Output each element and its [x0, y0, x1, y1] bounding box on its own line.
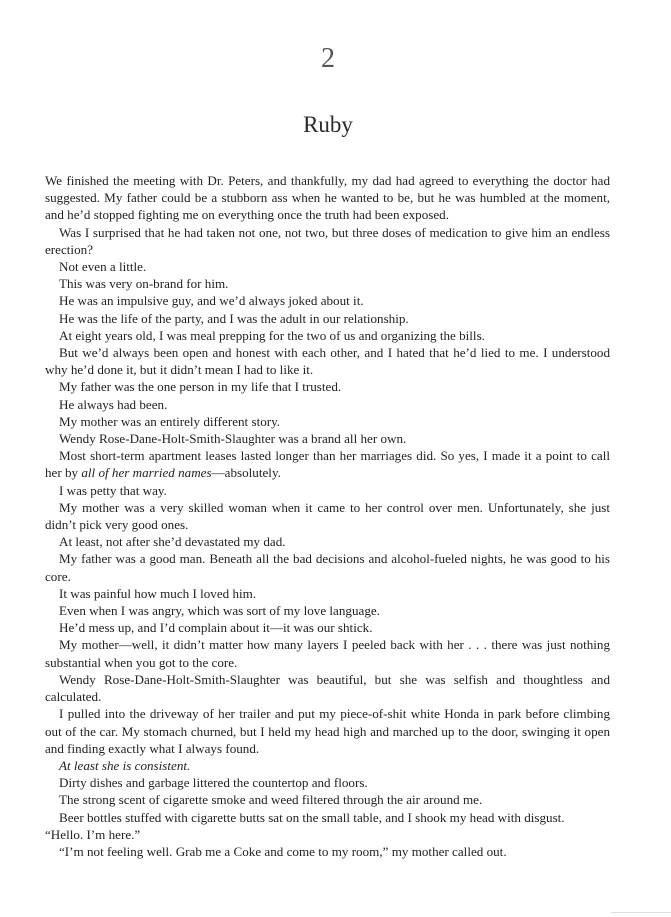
paragraph: He was an impulsive guy, and we’d always joked about it. — [59, 293, 364, 309]
paragraph: He always had been. — [59, 396, 168, 412]
paragraph: My mother—well, it didn’t matter how many layers I peeled back with her . . . there was just nothing substantial when you got to the core. — [45, 637, 610, 670]
paragraph: Was I surprised that he had taken not one, not two, but three doses of medication to give him an endless erection? — [45, 224, 610, 257]
paragraph: I pulled into the driveway of her trailer and put my piece-of-shit white Honda in park before climbing out of the car. My stomach churned, but I held my head high and marched up to the door, swinging it open and finding exactly what I always found. — [45, 706, 610, 756]
paragraph: My father was a good man. Beneath all the bad decisions and alcohol-fueled nights, he was good to his core. — [45, 551, 610, 584]
paragraph — [45, 757, 610, 774]
italic-text: all of her married names — [81, 465, 212, 481]
paragraph: Wendy Rose-Dane-Holt-Smith-Slaughter was a brand all her own. — [59, 431, 407, 447]
paragraph: Wendy Rose-Dane-Holt-Smith-Slaughter was beautiful, but she was selfish and thoughtless and calculated. — [45, 671, 610, 705]
paragraph: He was the life of the party, and I was the adult in our relationship. — [59, 310, 409, 326]
paragraph: Beer bottles stuffed with cigarette butts sat on the small table, and I shook my head with disgust. — [59, 809, 565, 825]
paragraph: Not even a little. — [59, 259, 147, 275]
paragraph: “Hello. I’m here.” — [45, 826, 141, 842]
chapter-number: 2 — [321, 43, 335, 74]
paragraph: It was painful how much I loved him. — [59, 585, 257, 601]
paragraph: We finished the meeting with Dr. Peters, and thankfully, my dad had agreed to everything the doctor had suggested. My father could be a stubborn ass when he wanted to be, but he was humbled at the moment, and he’d stopped fighting me on everything once the truth had been exposed. — [45, 173, 610, 223]
paragraph: The strong scent of cigarette smoke and weed filtered through the air around me. — [59, 792, 483, 808]
paragraph: My father was the one person in my life that I trusted. — [59, 379, 342, 395]
paragraph-text: —absolutely. — [211, 465, 281, 481]
chapter-title: Ruby — [303, 112, 353, 137]
paragraph: Dirty dishes and garbage littered the countertop and floors. — [59, 775, 368, 791]
italic-text: At least she is consistent. — [59, 757, 191, 773]
paragraph: But we’d always been open and honest with each other, and I hated that he’d lied to me. I understood why he’d done it, but it didn’t mean I had to like it. — [45, 345, 610, 378]
paragraph: At least, not after she’d devastated my dad. — [59, 534, 286, 550]
paragraph: He’d mess up, and I’d complain about it—it was our shtick. — [59, 620, 373, 636]
paragraph: My mother was an entirely different story. — [59, 413, 281, 429]
paragraph — [45, 447, 610, 481]
page-edge-divider — [611, 912, 671, 913]
paragraph-text: Most short-term apartment leases lasted longer than her marriages did. So yes, I made it a point to call her by — [45, 448, 610, 481]
paragraph: My mother was a very skilled woman when it came to her control over men. Unfortunately, she just didn’t pick very good ones. — [45, 499, 610, 533]
paragraph: At eight years old, I was meal prepping for the two of us and organizing the bills. — [59, 327, 485, 343]
chapter-body — [45, 172, 610, 860]
paragraph: I was petty that way. — [59, 482, 167, 498]
paragraph: This was very on-brand for him. — [59, 276, 229, 292]
paragraph: “I’m not feeling well. Grab me a Coke and come to my room,” my mother called out. — [59, 843, 507, 859]
paragraph: Even when I was angry, which was sort of my love language. — [59, 603, 380, 619]
